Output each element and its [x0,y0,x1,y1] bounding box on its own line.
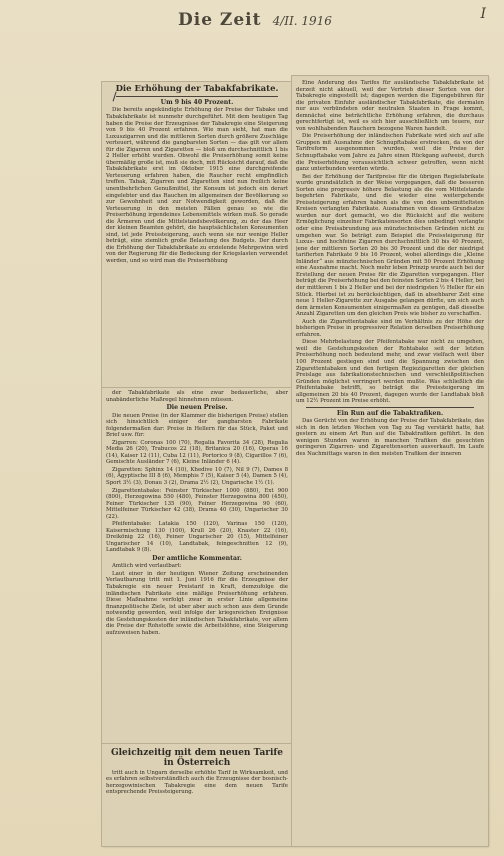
paragraph: Amtlich wird verlautbart: [112,563,182,570]
paragraph: der Tabakfabrikate als eine zwar bedauerliche, aber unabänderliche Maßregel hinnehmen müssen. [106,390,288,403]
headline-rule [116,96,278,97]
section-heading-run: Ein Run auf die Tabaktrafiken. [336,409,444,417]
paragraph: Die bereits angekündigte Erhöhung der Preise der Tabake und Tabakfabrikate ist nunmehr durchgeführt. Mit dem heutigen Tag haben die Preise der Erzeugnisse der Tabakregie eine Steigerung von 9 bis 40 Prozent erfahren. Wie man sieht, hat man die Luxuszigarren und die mittleren Sorten durch größere Zuschläge verteuert, während die gangbarsten Sorten — das gilt vor allem für die Zigarren und Zigaretten — bloß um durchschnittlich 1 bis 2 Heller erhöht wurden. Obwohl die Preiserhöhung somit keine übermäßig große ist, muß sie doch, mit Rücksicht darauf, daß die Tabakfabrikate erst im Oktober 1915 eine durchgreifende Verteuerung erfahren haben, die Raucher recht empfindlich treffen. Tabak, Zigarren und Zigaretten sind nun freilich keine unentbehrlichen Genußmittel, ihr Konsum ist jedoch ein derart eingelebter und das Rauchen im allgemeinen der Bevölkerung so zur Gewohnheit und zur Notwendigkeit geworden, daß die Verteuerung in den meisten Fällen genau so wie die Preiserhöhung irgendeines Lebensmittels wirken muß. So gerade die Ärmeren und die Mittelstandsbevölkerung, zu der das Heer der kleinen Beamten gehört, die hauptsächlichsten Konsumenten sind, ist jede Preissteigerung, auch wenn sie nur wenige Heller beträgt, eine ziemlich große Belastung des Budgets. Der durch die Erhöhung der Tabakfabrikate zu erzielende Mehrgewinn wird von der Regierung für die Bedeckung der Kriegslasten verwendet werden, und so wird man die Preiserhöhung [106,107,288,264]
paragraph: Eine Änderung des Tarifes für ausländische Tabakfabrikate ist derzeit nicht aktuell, weil der Vertrieb dieser Sorten von der Tabakregie eingestellt ist; dagegen werden die Eigengebühren für die privaten Einfuhr ausländischer Tabakfabrikate, die dermalen nur aus verbündeten oder neutralen Staaten in Frage kommt, demnächst eine beträchtliche Erhöhung erfahren, die durchaus gerechtfertigt ist, weil es sich hier ausschließlich um teuere, nur von wohlhabenden Rauchern bezogene Waren handelt. [296,80,484,132]
price-list-cigars: Zigarren: Coronas 100 (70), Regalia Favorita 34 (28), Regalia Media 26 (20), Trabucos 22 (18), Britanica 20 (16), Operas 16 (14), Kaiser 12 (11), Cuba 12 (11), Portorico 9 (8), Cigarillos 7 (6), Gemischte Ausländer 7 (6), Kleine Inländer 6 (4). [106,439,288,466]
paragraph: Auch die Zigarettentabake sind im Verhältnis zu der Höhe der bisherigen Preise in progressiver Relation derselben Preiserhöhung erfahren. [296,318,484,338]
paragraph: Das Gerücht von der Erhöhung der Preise der Tabakfabrikate, das sich in den letzten Wochen von Tag zu Tag verstärkt hatte, hat gestern zu einem Art Run auf die Tabaktrafiken geführt. In den wenigen Stunden waren in manchen Trafiken die gesuchten geringeren Zigarren- und Zigarettensorten ausverkauft. Im Laufe des Nachmittags waren in den meisten Trafiken der inneren [296,418,484,457]
paragraph: Die neuen Preise (in der Klammer die bisherigen Preise) stellen sich hinsichtlich einiger der gangbarsten Fabrikate folgendermaßen dar: Preise in Hellern für das Stück, Paket und Brief usw. für: [106,412,288,439]
paragraph: Laut einer in der heutigen Wiener Zeitung erscheinenden Verlautbarung tritt mit 1. Juni 1916 für die Erzeugnisse der Tabakregie ein neuer Preistarif in Kraft, demzufolge die inländischen Fabrikate eine mäßige Preiserhöhung erfahren. Diese Maßnahme verfolgt zwar in erster Linie allgemeine finanzpolitische Ziele, ist aber aber auch schon aus dem Grunde notwendig geworden, weil infolge der kriegsreichen Ereignisse die Gestehungskosten der inländischen Tabakfabrikate, vor allem die Preise der Rohstoffe sowie die Arbeitslöhne, eine Steigerung aufzuweisen haben. [106,570,288,636]
article-headline: Die Erhöhung der Tabakfabrikate. [115,84,279,94]
article-column-right [296,80,484,844]
article-column-left-bottom [106,746,288,844]
section-heading-comment: Der amtliche Kommentar. [152,554,242,562]
section-heading-prices: Die neuen Preise. [166,404,228,412]
section-heading-hungary: Gleichzeitig mit dem neuen Tarife in Österreich [110,748,284,769]
price-list-cigarette-tobacco: Zigarettentabake: Feinster Türkischer 1000 (880), Ext 900 (800), Herzegowina 550 (480), Feinster Herzegowina 800 (450), Feiner Türkischer 135 (90), Feiner Herzegowina 90 (60), Mittelfeiner Türkischer 42 (38), Drama 40 (30), Ungarischer 30 (22). [106,487,288,520]
article-column-left-top [106,84,288,386]
clipping-date: 4/II. 1916 [272,14,332,28]
paragraph: Diese Mehrbelastung der Pfeifentabake war nicht zu umgehen, weil die Gestehungskosten der Rohtabake seit der letzten Preiserhöhung noch bedeutend mehr, und zwar vielfach weit über 100 Prozent gestiegen sind und die Spannung zwischen den Zigarettentabaken und den fertigen Regiezigaretten der gleichen Preislage aus fabrikationstechnischen und verschleißpolitischen Gründen möglichst verringert werden mußte. Was schließlich die Pfeifentabake betrifft, so beträgt die Preissteigerung im allgemeinen 20 bis 40 Prozent, dagegen wurde der Landtabak bloß um 12½ Prozent im Preise erhöht. [296,339,484,405]
paragraph: tritt auch in Ungarn derselbe erhöhte Tarif in Wirksamkeit, und es erfahren selbstverständlich auch die Erzeugnisse der bosnisch-herzegowinischen Tabakregie eine dem neuen Tarife entsprechende Preissteigerung. [106,769,288,796]
newspaper-name: Die Zeit [178,10,262,30]
paragraph: Die Preiserhöhung der inländischen Fabrikate wird sich auf alle Gruppen mit Ausnahme der Schnupftabake erstrecken, da von der Tarifreform ausgenommen wurden, weil die Preise der Schnupftabake vom Jahre zu Jahre einen Rückgang aufweist, durch die Preiserhöhung voraussichtlich schwer getroffen, wenn nicht ganz unterbunden werden würde. [296,133,484,173]
article-column-left-middle [106,390,288,742]
section-rule [306,407,474,408]
page-number: I [480,6,486,22]
article-subheadline: Um 9 bis 40 Prozent. [160,99,234,106]
paragraph: Bei der Erhöhung der Tarifpreise für die übrigen Regiefabrikate wurde grundsätzlich in der Weise vorgegangen, daß die besseren Sorten eine progressiv höhere Belastung als die vom Mittelstande begehrten Fabrikate, und die wieder eine weitergehende Preissteigerung erfahren haben als die von den unbemitteltsten Kreisen verlangten Fabrikate. Ausnahmen von diesem Grundsatze wurden nur dort gemacht, wo die Rücksicht auf die weitere Ermöglichung einzelner Fabrikatensorten dies unbedingt verlangte oder eine Preisabrundung aus münztechnischen Gründen nicht zu umgehen war. So beträgt zum Beispiel die Preissteigerung für Luxus- und hochfeine Zigarren durchschnittlich 30 bis 40 Prozent, jene der mittleren Sorten 20 bis 30 Prozent und die der niedrigst tarifierten Fabrikate 9 bis 16 Prozent, wobei allerdings die „Kleine Inländer“ aus münztechnischen Gründen mit 50 Prozent Erhöhung eine Ausnahme macht. Noch mehr leben Prinzip wurde auch bei der Erstellung der neuen Preise für die Zigaretten vorgegangen. Hier beträgt die Preiserhöhung bei den feinsten Sorten 2 bis 4 Heller, bei der mittleren 1 bis 2 Heller und bei der niedrigsten ½ Heller für ein Stück. Hierbei ist zu berücksichtigen, daß in absehbarer Zeit eine neue 1 Heller-Zigarette zur Ausgabe gelangen dürfte, um sich auch dem ärmsten Konsumenten einigermaßen zu genügen, daß dieselbe Anzahl Zigaretten um den gleichen Preis wie bisher zu verschaffen. [296,173,484,318]
price-list-pipe-tobacco: Pfeifentabake: Latakia 150 (120), Varinas 150 (120), Kaisermischung 130 (100), Krull 26 (20), Knaster 22 (16), Dreikönig 22 (16), Feiner Ungarischer 20 (15), Mittelfeiner Ungarischer 14 (10), Landtabak, feingeschnitten 12 (9), Landtabak 9 (8). [106,521,288,554]
handwritten-header [178,10,332,30]
price-list-cigarettes: Zigaretten: Sphinx 14 (10), Khedive 10 (7), Nil 9 (7), Dames 8 (6), Ägyptische III 8 (6), Memphis 7 (5), Kaiser 5 (4), Damen 5 (4), Sport 3½ (3), Donau 3 (2), Drama 2½ (2), Ungarische 1½ (1). [106,466,288,486]
